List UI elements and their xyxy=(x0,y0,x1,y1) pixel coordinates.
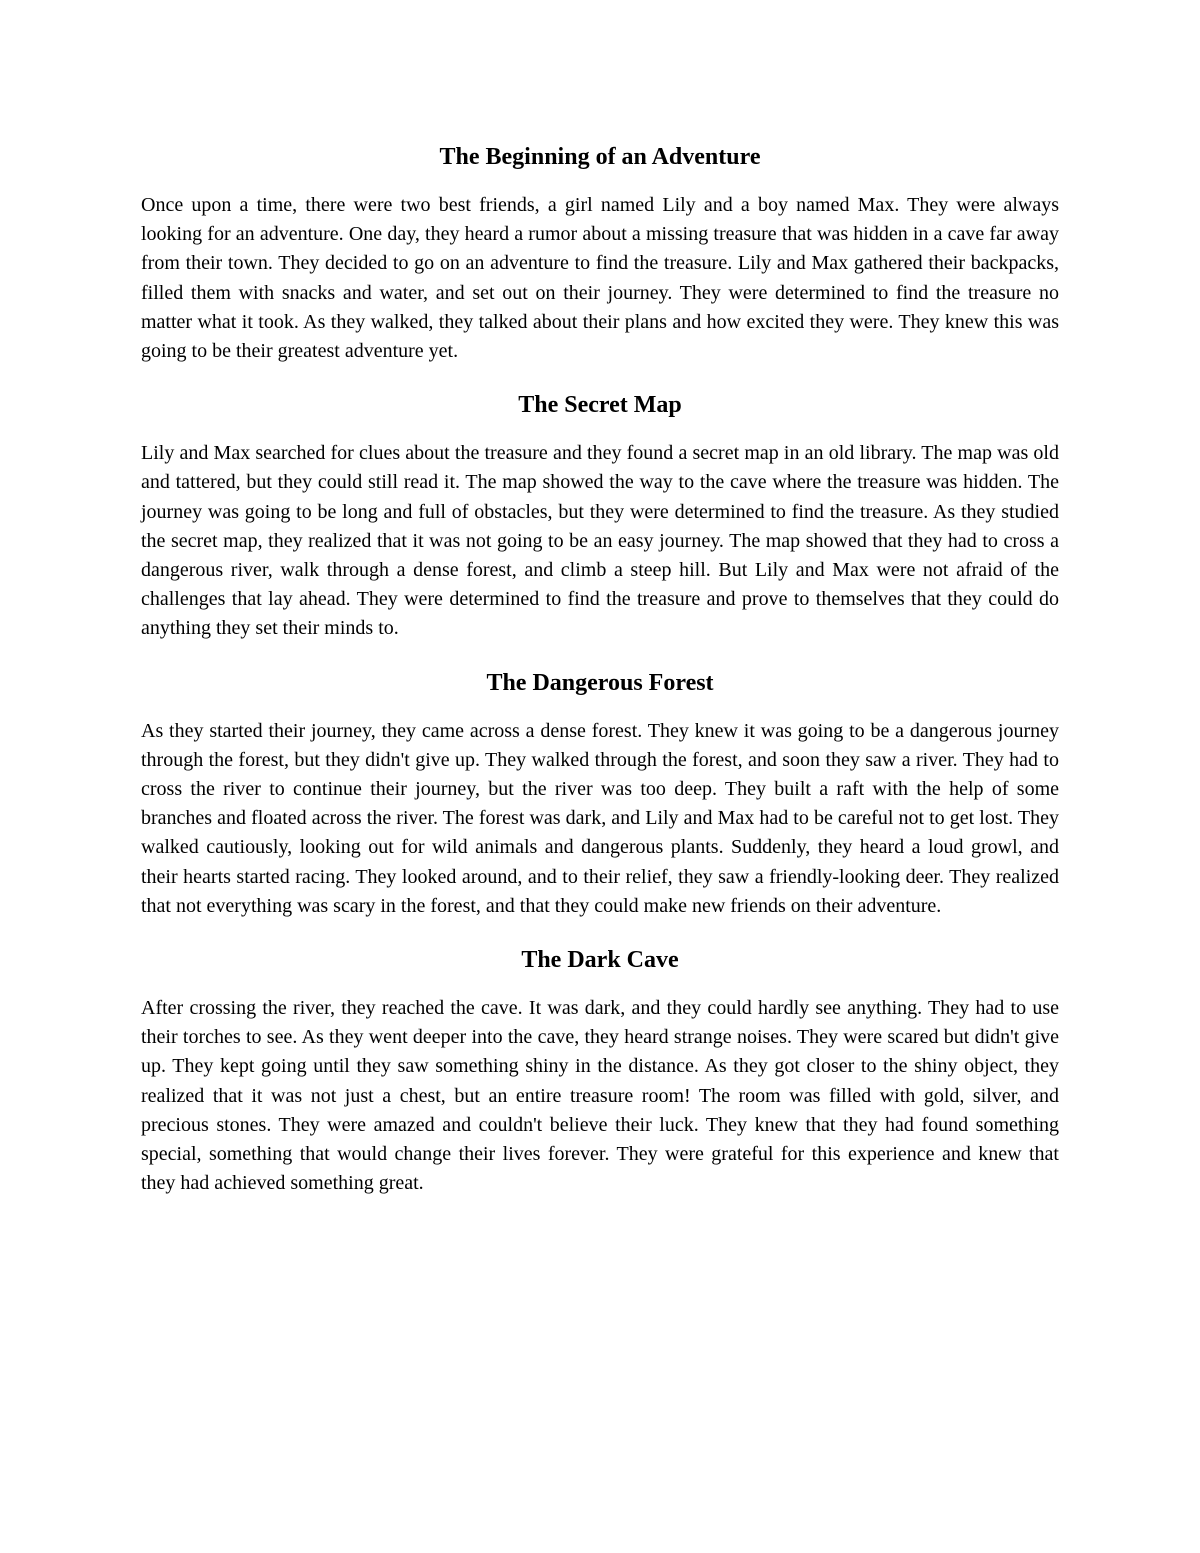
section-dangerous-forest xyxy=(141,668,1059,921)
section-beginning xyxy=(141,142,1059,366)
section-paragraph: Once upon a time, there were two best friends, a girl named Lily and a boy named Max. They were always looking for an adventure. One day, they heard a rumor about a missing treasure that was hidden in a cave far away from their town. They decided to go on an adventure to find the treasure. Lily and Max gathered their backpacks, filled them with snacks and water, and set out on their journey. They were determined to find the treasure no matter what it took. As they walked, they talked about their plans and how excited they were. They knew this was going to be their greatest adventure yet. xyxy=(141,194,1059,363)
section-paragraph: Lily and Max searched for clues about the treasure and they found a secret map in an old library. The map was old and tattered, but they could still read it. The map showed the way to the cave where the treasure was hidden. The journey was going to be long and full of obstacles, but they were determined to find the treasure. As they studied the secret map, they realized that it was not going to be an easy journey. The map showed that they had to cross a dangerous river, walk through a dense forest, and climb a steep hill. But Lily and Max were not afraid of the challenges that lay ahead. They were determined to find the treasure and prove to themselves that they could do anything they set their minds to. xyxy=(141,442,1059,640)
section-heading: The Beginning of an Adventure xyxy=(439,144,761,170)
section-heading: The Dark Cave xyxy=(521,947,679,974)
section-heading: The Secret Map xyxy=(518,392,682,419)
document-body xyxy=(141,142,1059,1222)
section-heading: The Dangerous Forest xyxy=(486,669,714,696)
section-paragraph: After crossing the river, they reached the cave. It was dark, and they could hardly see anything. They had to use their torches to see. As they went deeper into the cave, they heard strange noises. They were scared but didn't give up. They kept going until they saw something shiny in the distance. As they got closer to the shiny object, they realized that it was not just a chest, but an entire treasure room! The room was filled with gold, silver, and precious stones. They were amazed and couldn't believe their luck. They knew that they had found something special, something that would change their lives forever. They were grateful for this experience and knew that they had achieved something great. xyxy=(141,997,1059,1195)
section-dark-cave xyxy=(141,945,1059,1198)
section-paragraph: As they started their journey, they came across a dense forest. They knew it was going to be a dangerous journey through the forest, but they didn't give up. They walked through the forest, and soon they saw a river. They had to cross the river to continue their journey, but the river was too deep. They built a raft with the help of some branches and floated across the river. The forest was dark, and Lily and Max had to be careful not to get lost. They walked cautiously, looking out for wild animals and dangerous plants. Suddenly, they heard a loud growl, and their hearts started racing. They looked around, and to their relief, they saw a friendly-looking deer. They realized that not everything was scary in the forest, and that they could make new friends on their adventure. xyxy=(141,719,1059,917)
section-secret-map xyxy=(141,390,1059,643)
